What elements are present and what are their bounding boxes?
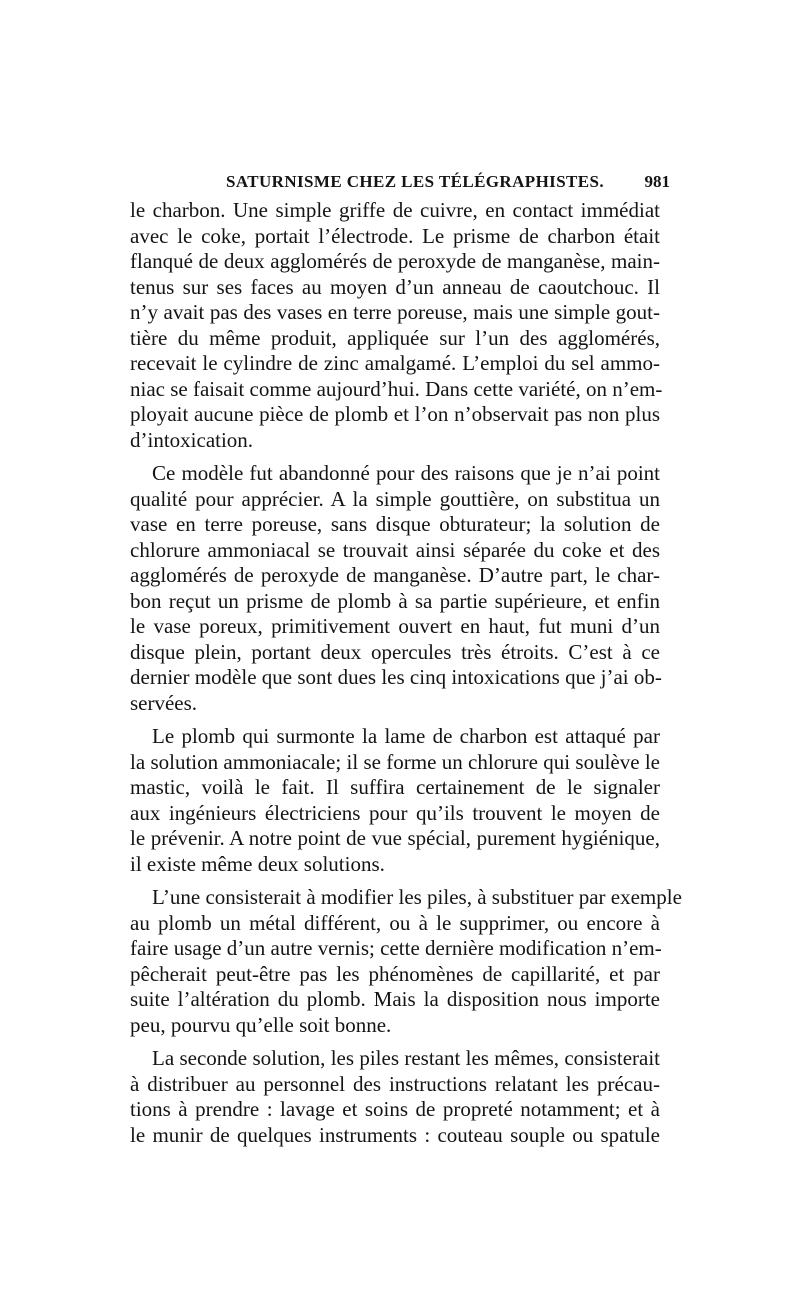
text-line: qualité pour apprécier. A la simple gouttière, on substitua un (130, 486, 660, 511)
text-line: L’une consisterait à modifier les piles, à substituer par exemple (152, 885, 682, 909)
running-title: SATURNISME CHEZ LES TÉLÉGRAPHISTES. (226, 172, 605, 191)
text-line: le munir de quelques instruments : couteau souple ou spatule (130, 1122, 660, 1147)
paragraph-1 (130, 198, 663, 453)
paragraph-2 (130, 461, 660, 716)
text-line: aux ingénieurs électriciens pour qu’ils trouvent le moyen de (130, 800, 660, 825)
text-line: tenus sur ses faces au moyen d’un anneau de caoutchouc. Il (130, 274, 660, 299)
text-line: tions à prendre : lavage et soins de propreté notamment; et à (130, 1097, 660, 1121)
text-line: à distribuer au personnel des instructions relatant les précau- (130, 1071, 660, 1096)
text-line: faire usage d’un autre vernis; cette dernière modification n’em- (130, 936, 662, 960)
text-line: recevait le cylindre de zinc amalgamé. L’emploi du sel ammo- (130, 351, 660, 375)
text-line: ployait aucune pièce de plomb et l’on n’observait pas non plus (130, 402, 660, 426)
text-line: La seconde solution, les piles restant les mêmes, consisterait (152, 1046, 660, 1070)
text-line: disque plein, portant deux opercules très étroits. C’est à ce (130, 639, 660, 664)
text-line: servées. (130, 690, 198, 715)
text-line: chlorure ammoniacal se trouvait ainsi séparée du coke et des (130, 537, 660, 562)
text-line: tière du même produit, appliquée sur l’un des agglomérés, (130, 325, 660, 350)
text-line: mastic, voilà le fait. Il suffira certainement de le signaler (130, 775, 660, 799)
text-line: n’y avait pas des vases en terre poreuse, mais une simple gout- (130, 300, 660, 324)
text-line: niac se faisait comme aujourd’hui. Dans cette variété, on n’em- (130, 376, 663, 401)
text-line: le vase poreux, primitivement ouvert en haut, fut muni d’un (130, 614, 660, 638)
text-line: le charbon. Une simple griffe de cuivre, en contact immédiat (130, 198, 660, 222)
text-line: Le plomb qui surmonte la lame de charbon est attaqué par (152, 724, 660, 748)
text-line: flanqué de deux agglomérés de peroxyde de manganèse, main- (130, 249, 660, 273)
text-line: le prévenir. A notre point de vue spécial, purement hygiénique, (130, 826, 660, 850)
page-number: 981 (644, 172, 670, 191)
running-head (130, 172, 670, 196)
text-line: il existe même deux solutions. (130, 851, 385, 876)
text-line: Ce modèle fut abandonné pour des raisons que je n’ai point (152, 461, 660, 485)
text-line: au plomb un métal différent, ou à le supprimer, ou encore à (130, 910, 660, 935)
paragraph-3 (130, 724, 660, 877)
text-line: vase en terre poreuse, sans disque obturateur; la solution de (130, 512, 660, 536)
text-line: dernier modèle que sont dues les cinq intoxications que j’ai ob- (130, 665, 662, 689)
text-line: peu, pourvu qu’elle soit bonne. (130, 1012, 392, 1037)
text-line: bon reçut un prisme de plomb à sa partie supérieure, et enfin (130, 588, 660, 613)
paragraph-5 (130, 1046, 660, 1148)
paragraph-4 (130, 885, 682, 1038)
text-line: suite l’altération du plomb. Mais la disposition nous importe (130, 987, 660, 1011)
text-line: pêcherait peut-être pas les phénomènes de capillarité, et par (130, 961, 660, 986)
text-line: agglomérés de peroxyde de manganèse. D’autre part, le char- (130, 563, 660, 587)
text-line: d’intoxication. (130, 427, 254, 452)
text-line: avec le coke, portait l’électrode. Le prisme de charbon était (130, 223, 660, 248)
text-line: la solution ammoniacale; il se forme un chlorure qui soulève le (130, 749, 660, 774)
body-text (130, 198, 682, 1156)
